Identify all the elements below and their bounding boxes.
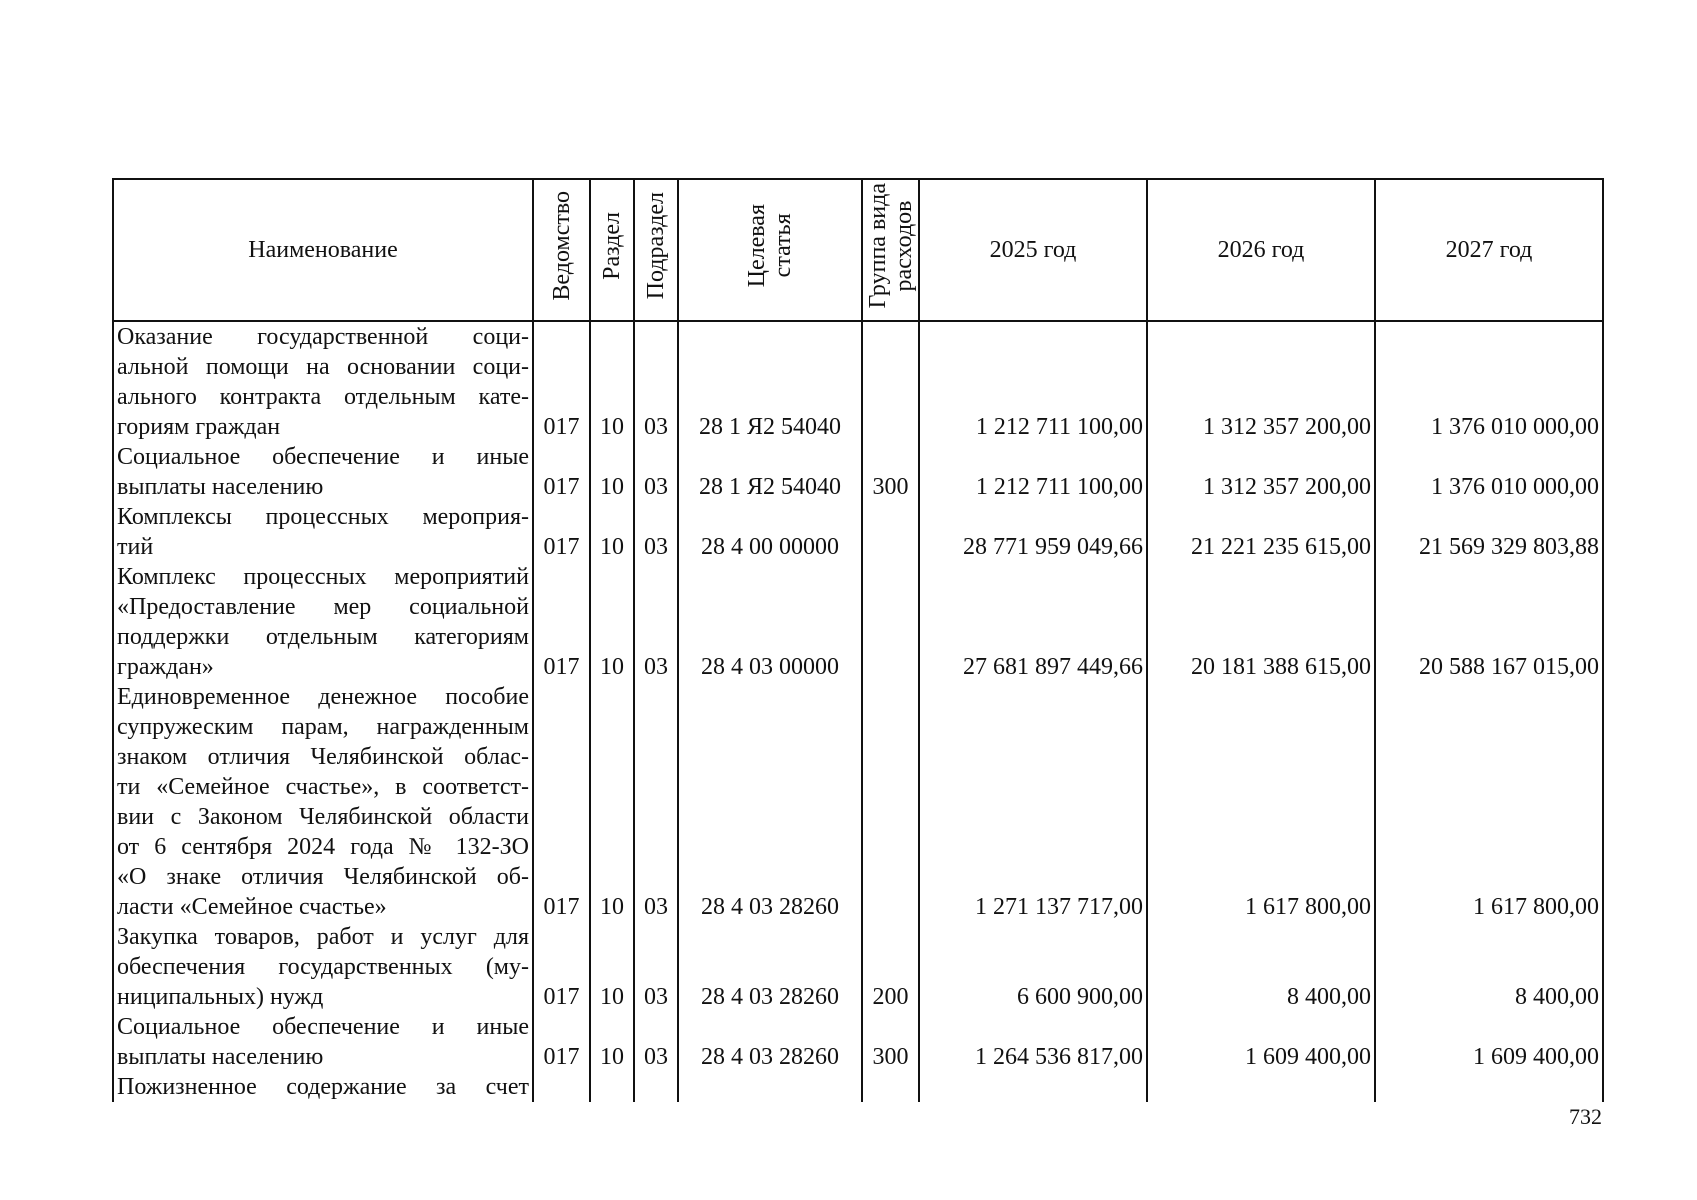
cell-empty [533, 1072, 590, 1102]
cell-2027: 20 588 167 015,00 [1375, 562, 1603, 682]
name-line: Комплексы процессных мероприя- [117, 504, 529, 530]
name-line: знаком отличия Челябинской облас- [117, 744, 529, 770]
cell-subsection: 03 [634, 1012, 678, 1072]
name-line: гориям граждан [117, 414, 281, 440]
cell-section: 10 [590, 1012, 634, 1072]
cell-name [113, 562, 533, 682]
cell-department: 017 [533, 1012, 590, 1072]
cell-target-article: 28 4 03 28260 [678, 1012, 862, 1072]
name-line: Закупка товаров, работ и услуг для [117, 924, 529, 950]
header-expense-group: Группа вида расходов [862, 179, 919, 321]
name-line: вии с Законом Челябинской области [117, 804, 529, 830]
header-2027: 2027 год [1375, 179, 1603, 321]
cell-2027: 1 376 010 000,00 [1375, 442, 1603, 502]
header-2026: 2026 год [1147, 179, 1375, 321]
cell-target-article: 28 1 Я2 54040 [678, 321, 862, 442]
table-row [113, 922, 1603, 1012]
name-line: ального контракта отдельным кате- [117, 384, 529, 410]
name-line: альной помощи на основании соци- [117, 354, 529, 380]
cell-target-article: 28 1 Я2 54040 [678, 442, 862, 502]
name-line: «Предоставление мер социальной [117, 594, 529, 620]
cell-2026: 20 181 388 615,00 [1147, 562, 1375, 682]
table-row [113, 321, 1603, 442]
page-number: 732 [1569, 1104, 1602, 1129]
cell-expense-group [862, 682, 919, 922]
table-row [113, 682, 1603, 922]
cell-2025: 1 212 711 100,00 [919, 321, 1147, 442]
cell-subsection: 03 [634, 502, 678, 562]
cell-section: 10 [590, 321, 634, 442]
header-2025: 2025 год [919, 179, 1147, 321]
header-department: Ведомство [533, 179, 590, 321]
cell-expense-group: 300 [862, 442, 919, 502]
cell-2027: 8 400,00 [1375, 922, 1603, 1012]
cell-empty [678, 1072, 862, 1102]
cell-expense-group [862, 321, 919, 442]
cell-target-article: 28 4 03 00000 [678, 562, 862, 682]
cell-name: Пожизненное содержание за счет [113, 1072, 533, 1102]
cell-empty [919, 1072, 1147, 1102]
cell-expense-group: 300 [862, 1012, 919, 1072]
table-row [113, 502, 1603, 562]
cell-2027: 21 569 329 803,88 [1375, 502, 1603, 562]
cell-empty [590, 1072, 634, 1102]
name-line: супружеским парам, награжденным [117, 714, 529, 740]
table-row [113, 562, 1603, 682]
cell-name [113, 922, 533, 1012]
cell-2026: 8 400,00 [1147, 922, 1375, 1012]
cell-section: 10 [590, 922, 634, 1012]
cell-empty [634, 1072, 678, 1102]
table-header [113, 179, 1603, 321]
cell-expense-group [862, 562, 919, 682]
cell-2027: 1 609 400,00 [1375, 1012, 1603, 1072]
cell-2026: 1 312 357 200,00 [1147, 442, 1375, 502]
header-target-article: Целевая статья [678, 179, 862, 321]
name-line: ласти «Семейное счастье» [117, 894, 387, 920]
cell-target-article: 28 4 03 28260 [678, 682, 862, 922]
name-line: тий [117, 534, 154, 560]
cell-2026: 1 312 357 200,00 [1147, 321, 1375, 442]
name-line: Социальное обеспечение и иные [117, 444, 529, 470]
cell-2025: 6 600 900,00 [919, 922, 1147, 1012]
cell-target-article: 28 4 00 00000 [678, 502, 862, 562]
cell-department: 017 [533, 502, 590, 562]
cell-section: 10 [590, 502, 634, 562]
cell-2026: 1 609 400,00 [1147, 1012, 1375, 1072]
cell-name [113, 321, 533, 442]
name-line: Оказание государственной соци- [117, 324, 529, 350]
cell-2025: 1 264 536 817,00 [919, 1012, 1147, 1072]
name-line: Единовременное денежное пособие [117, 684, 529, 710]
name-line: ти «Семейное счастье», в соответст- [117, 774, 529, 800]
cell-empty [1147, 1072, 1375, 1102]
budget-table [112, 178, 1604, 1102]
cell-department: 017 [533, 562, 590, 682]
header-section: Раздел [590, 179, 634, 321]
cell-section: 10 [590, 682, 634, 922]
cell-expense-group: 200 [862, 922, 919, 1012]
cell-department: 017 [533, 682, 590, 922]
name-line: обеспечения государственных (му- [117, 954, 529, 980]
cell-department: 017 [533, 442, 590, 502]
cell-empty [862, 1072, 919, 1102]
name-line: от 6 сентября 2024 года № 132-ЗО [117, 834, 529, 860]
cell-section: 10 [590, 442, 634, 502]
cell-subsection: 03 [634, 442, 678, 502]
header-name: Наименование [113, 179, 533, 321]
cell-name [113, 682, 533, 922]
name-line: Комплекс процессных мероприятий [117, 564, 529, 590]
name-line: Социальное обеспечение и иные [117, 1014, 529, 1040]
cell-subsection: 03 [634, 682, 678, 922]
cell-subsection: 03 [634, 321, 678, 442]
cell-2026: 21 221 235 615,00 [1147, 502, 1375, 562]
cell-name [113, 1012, 533, 1072]
cell-subsection: 03 [634, 922, 678, 1012]
cell-2027: 1 376 010 000,00 [1375, 321, 1603, 442]
cell-name [113, 442, 533, 502]
cell-2025: 28 771 959 049,66 [919, 502, 1147, 562]
name-line: выплаты населению [117, 1044, 324, 1070]
table-row [113, 442, 1603, 502]
name-line: ниципальных) нужд [117, 984, 324, 1010]
cell-department: 017 [533, 922, 590, 1012]
cell-target-article: 28 4 03 28260 [678, 922, 862, 1012]
cell-section: 10 [590, 562, 634, 682]
cell-subsection: 03 [634, 562, 678, 682]
cell-2027: 1 617 800,00 [1375, 682, 1603, 922]
cell-name [113, 502, 533, 562]
table-row [113, 1012, 1603, 1072]
cell-department: 017 [533, 321, 590, 442]
cell-2025: 1 212 711 100,00 [919, 442, 1147, 502]
name-line: граждан» [117, 654, 214, 680]
name-line: поддержки отдельным категориям [117, 624, 529, 650]
cell-expense-group [862, 502, 919, 562]
header-subsection: Подраздел [634, 179, 678, 321]
cell-empty [1375, 1072, 1603, 1102]
name-line: «О знаке отличия Челябинской об- [117, 864, 529, 890]
cell-2025: 1 271 137 717,00 [919, 682, 1147, 922]
table-row-cut [113, 1072, 1603, 1102]
cell-2026: 1 617 800,00 [1147, 682, 1375, 922]
name-line: выплаты населению [117, 474, 324, 500]
cell-2025: 27 681 897 449,66 [919, 562, 1147, 682]
table-body [113, 321, 1603, 1102]
